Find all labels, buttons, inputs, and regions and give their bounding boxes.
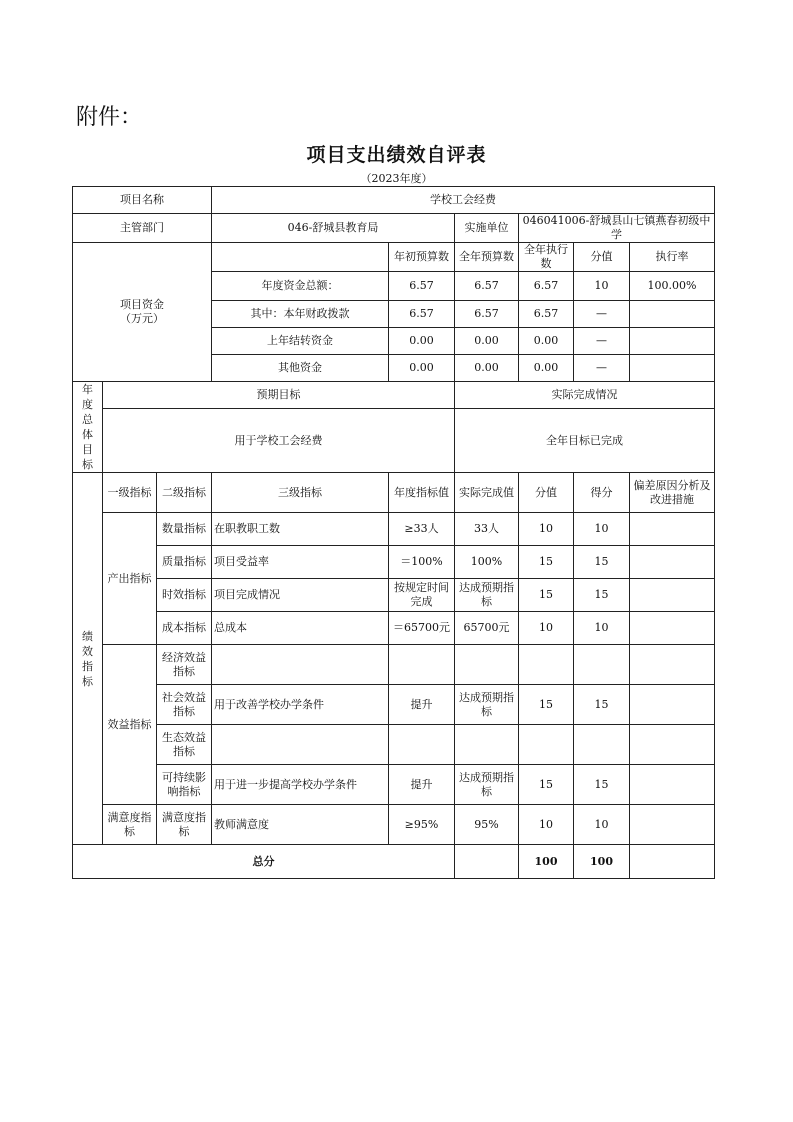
actual-goal-header: 实际完成情况 <box>455 382 715 409</box>
target-cell: 提升 <box>389 685 455 725</box>
score-cell <box>574 725 630 765</box>
deviation-cell <box>630 645 715 685</box>
funds-header-row <box>73 243 715 272</box>
actual-cell: 100% <box>455 546 519 579</box>
level3-cell: 在职教职工数 <box>212 513 389 546</box>
total-score-value: 100 <box>519 845 574 879</box>
score-value-cell: 15 <box>519 685 574 725</box>
funds-label <box>73 243 212 382</box>
level1-satisfaction: 满意度指标 <box>103 805 157 845</box>
funds-initial: 0.00 <box>389 355 455 382</box>
funds-row-label: 其他资金 <box>212 355 389 382</box>
indicator-row <box>73 546 715 579</box>
funds-score-value: — <box>574 328 630 355</box>
target-cell: 按规定时间完成 <box>389 579 455 612</box>
funds-executed: 6.57 <box>519 272 574 301</box>
score-cell: 10 <box>574 805 630 845</box>
indicator-row <box>73 685 715 725</box>
target-cell: ≥33人 <box>389 513 455 546</box>
level2-cell: 可持续影响指标 <box>157 765 212 805</box>
score-header: 得分 <box>574 473 630 513</box>
funds-initial: 6.57 <box>389 301 455 328</box>
level2-cell: 满意度指标 <box>157 805 212 845</box>
score-value-cell: 10 <box>519 805 574 845</box>
score-cell: 15 <box>574 765 630 805</box>
score-cell: 10 <box>574 513 630 546</box>
actual-cell <box>455 645 519 685</box>
level1-output: 产出指标 <box>103 513 157 645</box>
funds-col-score-value: 分值 <box>574 243 630 272</box>
score-cell <box>574 645 630 685</box>
score-cell: 15 <box>574 685 630 725</box>
project-name-row <box>73 187 715 214</box>
funds-rate <box>630 301 715 328</box>
level2-cell: 成本指标 <box>157 612 212 645</box>
department-value: 046-舒城县教育局 <box>212 214 455 243</box>
level1-header: 一级指标 <box>103 473 157 513</box>
funds-row-label: 上年结转资金 <box>212 328 389 355</box>
level3-cell: 项目受益率 <box>212 546 389 579</box>
indicator-row <box>73 725 715 765</box>
level3-header: 三级指标 <box>212 473 389 513</box>
level2-cell: 社会效益指标 <box>157 685 212 725</box>
indicator-row <box>73 579 715 612</box>
expected-goal-header: 预期目标 <box>103 382 455 409</box>
actual-cell <box>455 725 519 765</box>
level2-cell: 质量指标 <box>157 546 212 579</box>
funds-col-annual: 全年预算数 <box>455 243 519 272</box>
year-label: （2023年度） <box>360 172 433 185</box>
target-cell: ≥95% <box>389 805 455 845</box>
score-value-cell: 15 <box>519 579 574 612</box>
funds-executed: 0.00 <box>519 328 574 355</box>
funds-annual: 6.57 <box>455 272 519 301</box>
indicator-row <box>73 765 715 805</box>
goals-header-row <box>73 382 715 409</box>
indicator-row <box>73 612 715 645</box>
score-value-cell: 15 <box>519 546 574 579</box>
level2-cell: 经济效益指标 <box>157 645 212 685</box>
target-cell: ＝100% <box>389 546 455 579</box>
level3-cell: 用于改善学校办学条件 <box>212 685 389 725</box>
funds-col-executed: 全年执行数 <box>519 243 574 272</box>
score-value-cell <box>519 725 574 765</box>
level3-cell: 教师满意度 <box>212 805 389 845</box>
deviation-cell <box>630 765 715 805</box>
funds-row-label: 年度资金总额： <box>212 272 389 301</box>
score-value-cell <box>519 645 574 685</box>
funds-score-value: 10 <box>574 272 630 301</box>
implementing-unit-value: 046041006-舒城县山七镇燕春初级中学 <box>519 214 715 243</box>
page-title: 项目支出绩效自评表 <box>306 144 487 166</box>
total-score: 100 <box>574 845 630 879</box>
indicators-header-row <box>73 473 715 513</box>
deviation-cell <box>630 612 715 645</box>
actual-goal-text: 全年目标已完成 <box>455 409 715 473</box>
funds-annual: 0.00 <box>455 328 519 355</box>
funds-score-value: — <box>574 301 630 328</box>
score-cell: 10 <box>574 612 630 645</box>
department-label: 主管部门 <box>73 214 212 243</box>
funds-executed: 0.00 <box>519 355 574 382</box>
funds-label-line2: （万元） <box>120 312 164 325</box>
target-cell <box>389 725 455 765</box>
goals-content-row <box>73 409 715 473</box>
funds-executed: 6.57 <box>519 301 574 328</box>
deviation-cell <box>630 513 715 546</box>
funds-initial: 0.00 <box>389 328 455 355</box>
performance-indicators-label: 绩效指标 <box>73 473 103 845</box>
level3-cell <box>212 725 389 765</box>
level1-benefit: 效益指标 <box>103 645 157 805</box>
funds-initial: 6.57 <box>389 272 455 301</box>
funds-rate: 100.00% <box>630 272 715 301</box>
funds-annual: 6.57 <box>455 301 519 328</box>
target-cell <box>389 645 455 685</box>
funds-rate <box>630 355 715 382</box>
funds-col-initial: 年初预算数 <box>389 243 455 272</box>
deviation-cell <box>630 579 715 612</box>
level3-cell: 总成本 <box>212 612 389 645</box>
actual-cell: 达成预期指标 <box>455 579 519 612</box>
score-cell: 15 <box>574 579 630 612</box>
actual-cell: 65700元 <box>455 612 519 645</box>
actual-cell: 达成预期指标 <box>455 765 519 805</box>
indicator-row <box>73 513 715 546</box>
score-value-cell: 15 <box>519 765 574 805</box>
deviation-cell <box>630 805 715 845</box>
level3-cell: 用于进一步提高学校办学条件 <box>212 765 389 805</box>
project-name-value: 学校工会经费 <box>212 187 715 214</box>
indicator-row <box>73 645 715 685</box>
deviation-cell <box>630 725 715 765</box>
target-cell: ＝65700元 <box>389 612 455 645</box>
funds-label-line1: 项目资金 <box>120 298 164 311</box>
funds-score-value: — <box>574 355 630 382</box>
level2-cell: 生态效益指标 <box>157 725 212 765</box>
level2-cell: 时效指标 <box>157 579 212 612</box>
funds-rate <box>630 328 715 355</box>
level2-header: 二级指标 <box>157 473 212 513</box>
actual-cell: 95% <box>455 805 519 845</box>
funds-col-rate: 执行率 <box>630 243 715 272</box>
expected-goal-text: 用于学校工会经费 <box>103 409 455 473</box>
actual-cell: 达成预期指标 <box>455 685 519 725</box>
deviation-cell <box>630 685 715 725</box>
target-header: 年度指标值 <box>389 473 455 513</box>
score-value-header: 分值 <box>519 473 574 513</box>
funds-row-label: 其中：本年财政拨款 <box>212 301 389 328</box>
total-blank <box>455 845 519 879</box>
actual-header: 实际完成值 <box>455 473 519 513</box>
level2-cell: 数量指标 <box>157 513 212 546</box>
annual-goals-label: 年度总体目标 <box>73 382 103 473</box>
deviation-cell <box>630 546 715 579</box>
evaluation-table <box>72 186 715 879</box>
funds-annual: 0.00 <box>455 355 519 382</box>
department-row <box>73 214 715 243</box>
attachment-label: 附件： <box>76 105 143 130</box>
implementing-unit-label: 实施单位 <box>455 214 519 243</box>
total-row <box>73 845 715 879</box>
total-label: 总分 <box>73 845 455 879</box>
level3-cell: 项目完成情况 <box>212 579 389 612</box>
target-cell: 提升 <box>389 765 455 805</box>
score-value-cell: 10 <box>519 513 574 546</box>
funds-header-blank <box>212 243 389 272</box>
total-deviation <box>630 845 715 879</box>
actual-cell: 33人 <box>455 513 519 546</box>
score-cell: 15 <box>574 546 630 579</box>
deviation-header: 偏差原因分析及改进措施 <box>630 473 715 513</box>
project-name-label: 项目名称 <box>73 187 212 214</box>
level3-cell <box>212 645 389 685</box>
score-value-cell: 10 <box>519 612 574 645</box>
indicator-row <box>73 805 715 845</box>
